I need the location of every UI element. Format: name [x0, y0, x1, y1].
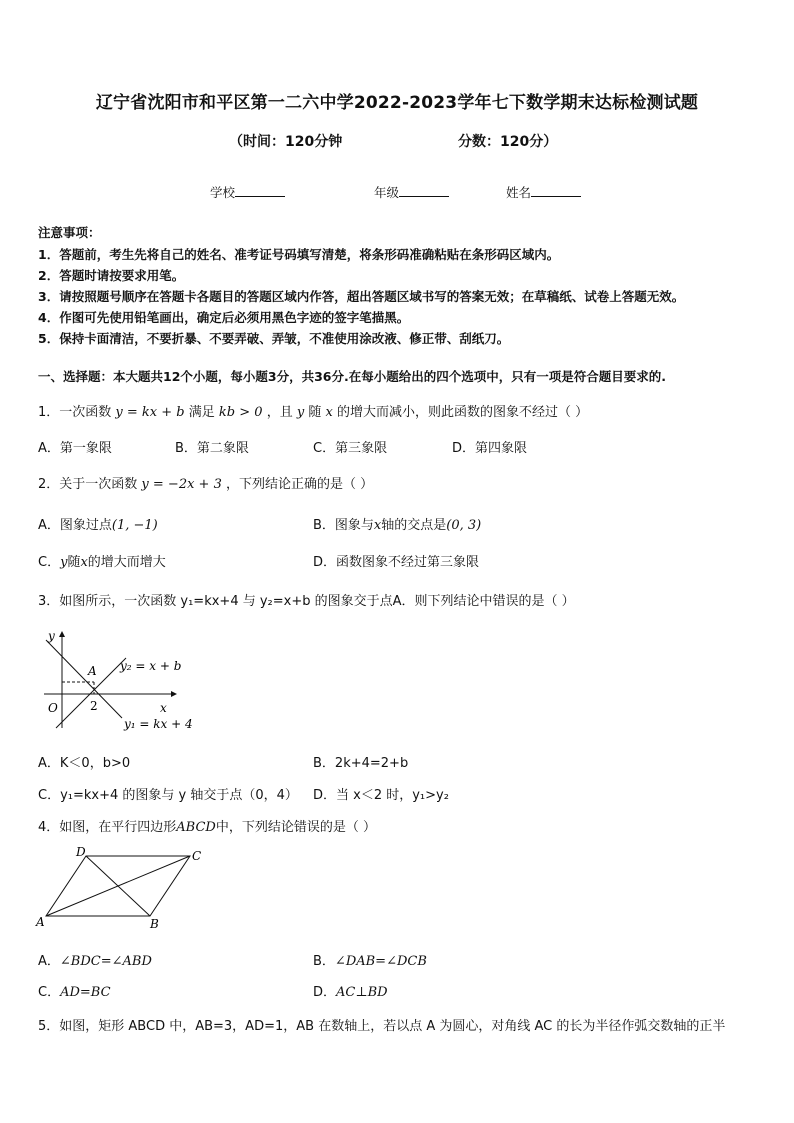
q4-text: 4．如图，在平行四边形: [38, 820, 177, 835]
q2-option-b-text: 轴的交点是: [381, 518, 447, 533]
question-4: [38, 816, 376, 835]
origin-label: O: [48, 701, 58, 715]
exam-score: 分数：120分）: [458, 134, 558, 150]
question-3: 3．如图所示，一次函数 y₁=kx+4 与 y₂=x+b 的图象交于点A．则下列结论中错误的是（ ）: [38, 594, 575, 609]
q2-option-d[interactable]: D．函数图象不经过第三象限: [313, 555, 480, 570]
tick-label-2: 2: [90, 699, 98, 713]
q2-option-b[interactable]: [313, 514, 481, 533]
note-item: 2．答题时请按要求用笔。: [38, 268, 185, 283]
name-field: [506, 183, 581, 201]
grade-label: 年级: [374, 185, 400, 200]
note-item: 3．请按照题号顺序在答题卡各题目的答题区域内作答，超出答题区域书写的答案无效；在草稿纸、试卷上答题无效。: [38, 289, 685, 304]
question-5: 5．如图，矩形 ABCD 中，AB=3，AD=1，AB 在数轴上，若以点 A 为圆心，对角线 AC 的长为半径作弧交数轴的正半: [38, 1019, 726, 1034]
question-2: [38, 473, 373, 492]
q4-option-a-letter: A．: [38, 954, 60, 969]
note-item: 5．保持卡面清洁，不要折暴、不要弄破、弄皱，不准使用涂改液、修正带、刮纸刀。: [38, 331, 510, 346]
note-item: 4．作图可先使用铅笔画出，确定后必须用黑色字迹的签字笔描黑。: [38, 310, 410, 325]
notes-title: 注意事项：: [38, 225, 101, 240]
q1-var: x: [325, 405, 333, 420]
q2-option-c-var: y: [60, 555, 68, 570]
name-blank: [531, 184, 581, 197]
q2-option-a[interactable]: [38, 514, 158, 533]
q1-option-d[interactable]: D．第四象限: [452, 441, 528, 456]
q4-option-c-text: AD=BC: [60, 985, 111, 1000]
q1-text: 1．一次函数: [38, 405, 112, 420]
q2-option-c-var: x: [80, 555, 88, 570]
vertex-b: B: [150, 917, 159, 931]
vertex-c: C: [192, 849, 202, 863]
q2-text: ，下列结论正确的是（ ）: [226, 477, 374, 492]
q1-option-c[interactable]: C．第三象限: [313, 441, 388, 456]
q4-figure: [34, 844, 214, 936]
q4-option-d[interactable]: [313, 981, 388, 1000]
q1-var: y: [296, 405, 305, 420]
q1-text: 随: [308, 405, 322, 420]
q2-option-a-point: (1, −1): [111, 518, 158, 533]
q4-option-d-text: AC⊥BD: [336, 985, 388, 1000]
q2-option-b-text: B．图象与: [313, 518, 374, 533]
q4-figure-name: ABCD: [176, 820, 216, 835]
q1-text: 满足: [188, 405, 215, 420]
q2-text: 2．关于一次函数: [38, 477, 138, 492]
line-label-y2: y₂ = x + b: [120, 659, 182, 673]
q1-text: 的增大而减小，则此函数的图象不经过（ ）: [337, 405, 589, 420]
q1-option-a[interactable]: A．第一象限: [38, 441, 112, 456]
school-label: 学校: [210, 185, 236, 200]
page-title: 辽宁省沈阳市和平区第一二六中学2022-2023学年七下数学期末达标检测试题: [95, 93, 699, 113]
q2-option-c-text: C．: [38, 555, 61, 570]
vertex-a: A: [36, 915, 45, 929]
note-item: 1．答题前，考生先将自己的姓名、准考证号码填写清楚，将条形码准确粘贴在条形码区域内。: [38, 247, 560, 262]
q2-option-c-text: 随: [67, 555, 81, 570]
q2-option-c[interactable]: [38, 551, 166, 570]
vertex-d: D: [76, 845, 86, 859]
point-a-label: A: [88, 664, 97, 678]
grade-field: [374, 183, 449, 201]
q1-expr: kb > 0: [218, 405, 263, 420]
q2-option-b-var: x: [373, 518, 382, 533]
q4-option-d-letter: D．: [313, 985, 337, 1000]
name-label: 姓名: [506, 185, 532, 200]
grade-blank: [399, 184, 449, 197]
school-field: [210, 183, 285, 201]
axis-label-y: y: [48, 629, 55, 643]
section-heading: 一、选择题：本大题共12个小题，每小题3分，共36分.在每小题给出的四个选项中，只有一项是符合题目要求的.: [38, 369, 666, 384]
q4-option-b-text: ∠DAB=∠DCB: [334, 954, 427, 969]
q3-figure: [36, 626, 206, 738]
q4-text: 中，下列结论错误的是（ ）: [215, 820, 376, 835]
q3-option-c[interactable]: C．y₁=kx+4 的图象与 y 轴交于点（0，4）: [38, 788, 298, 803]
school-blank: [235, 184, 285, 197]
line-label-y1: y₁ = kx + 4: [124, 717, 193, 731]
q1-text: ，且: [266, 405, 293, 420]
q2-option-a-text: A．图象过点: [38, 518, 112, 533]
q4-option-a-text: ∠BDC=∠ABD: [59, 954, 152, 969]
q3-option-d[interactable]: D．当 x＜2 时，y₁>y₂: [313, 788, 449, 803]
q1-expr: y = kx + b: [115, 405, 185, 420]
axis-label-x: x: [160, 701, 167, 715]
q3-option-b[interactable]: B．2k+4=2+b: [313, 756, 409, 771]
q2-option-b-point: (0, 3): [446, 518, 482, 533]
q2-option-c-text: 的增大而增大: [87, 555, 166, 570]
q2-expr: y = −2x + 3: [141, 477, 222, 492]
q4-option-b[interactable]: [313, 950, 427, 969]
diagonal-bd: [86, 856, 150, 916]
q4-option-a[interactable]: [38, 950, 152, 969]
question-1: [38, 401, 588, 420]
q1-option-b[interactable]: B．第二象限: [175, 441, 249, 456]
q4-option-b-letter: B．: [313, 954, 335, 969]
exam-time: （时间：120分钟: [229, 134, 343, 150]
q4-option-c-letter: C．: [38, 985, 61, 1000]
q4-option-c[interactable]: [38, 981, 111, 1000]
q3-option-a[interactable]: A．K＜0，b>0: [38, 756, 131, 771]
